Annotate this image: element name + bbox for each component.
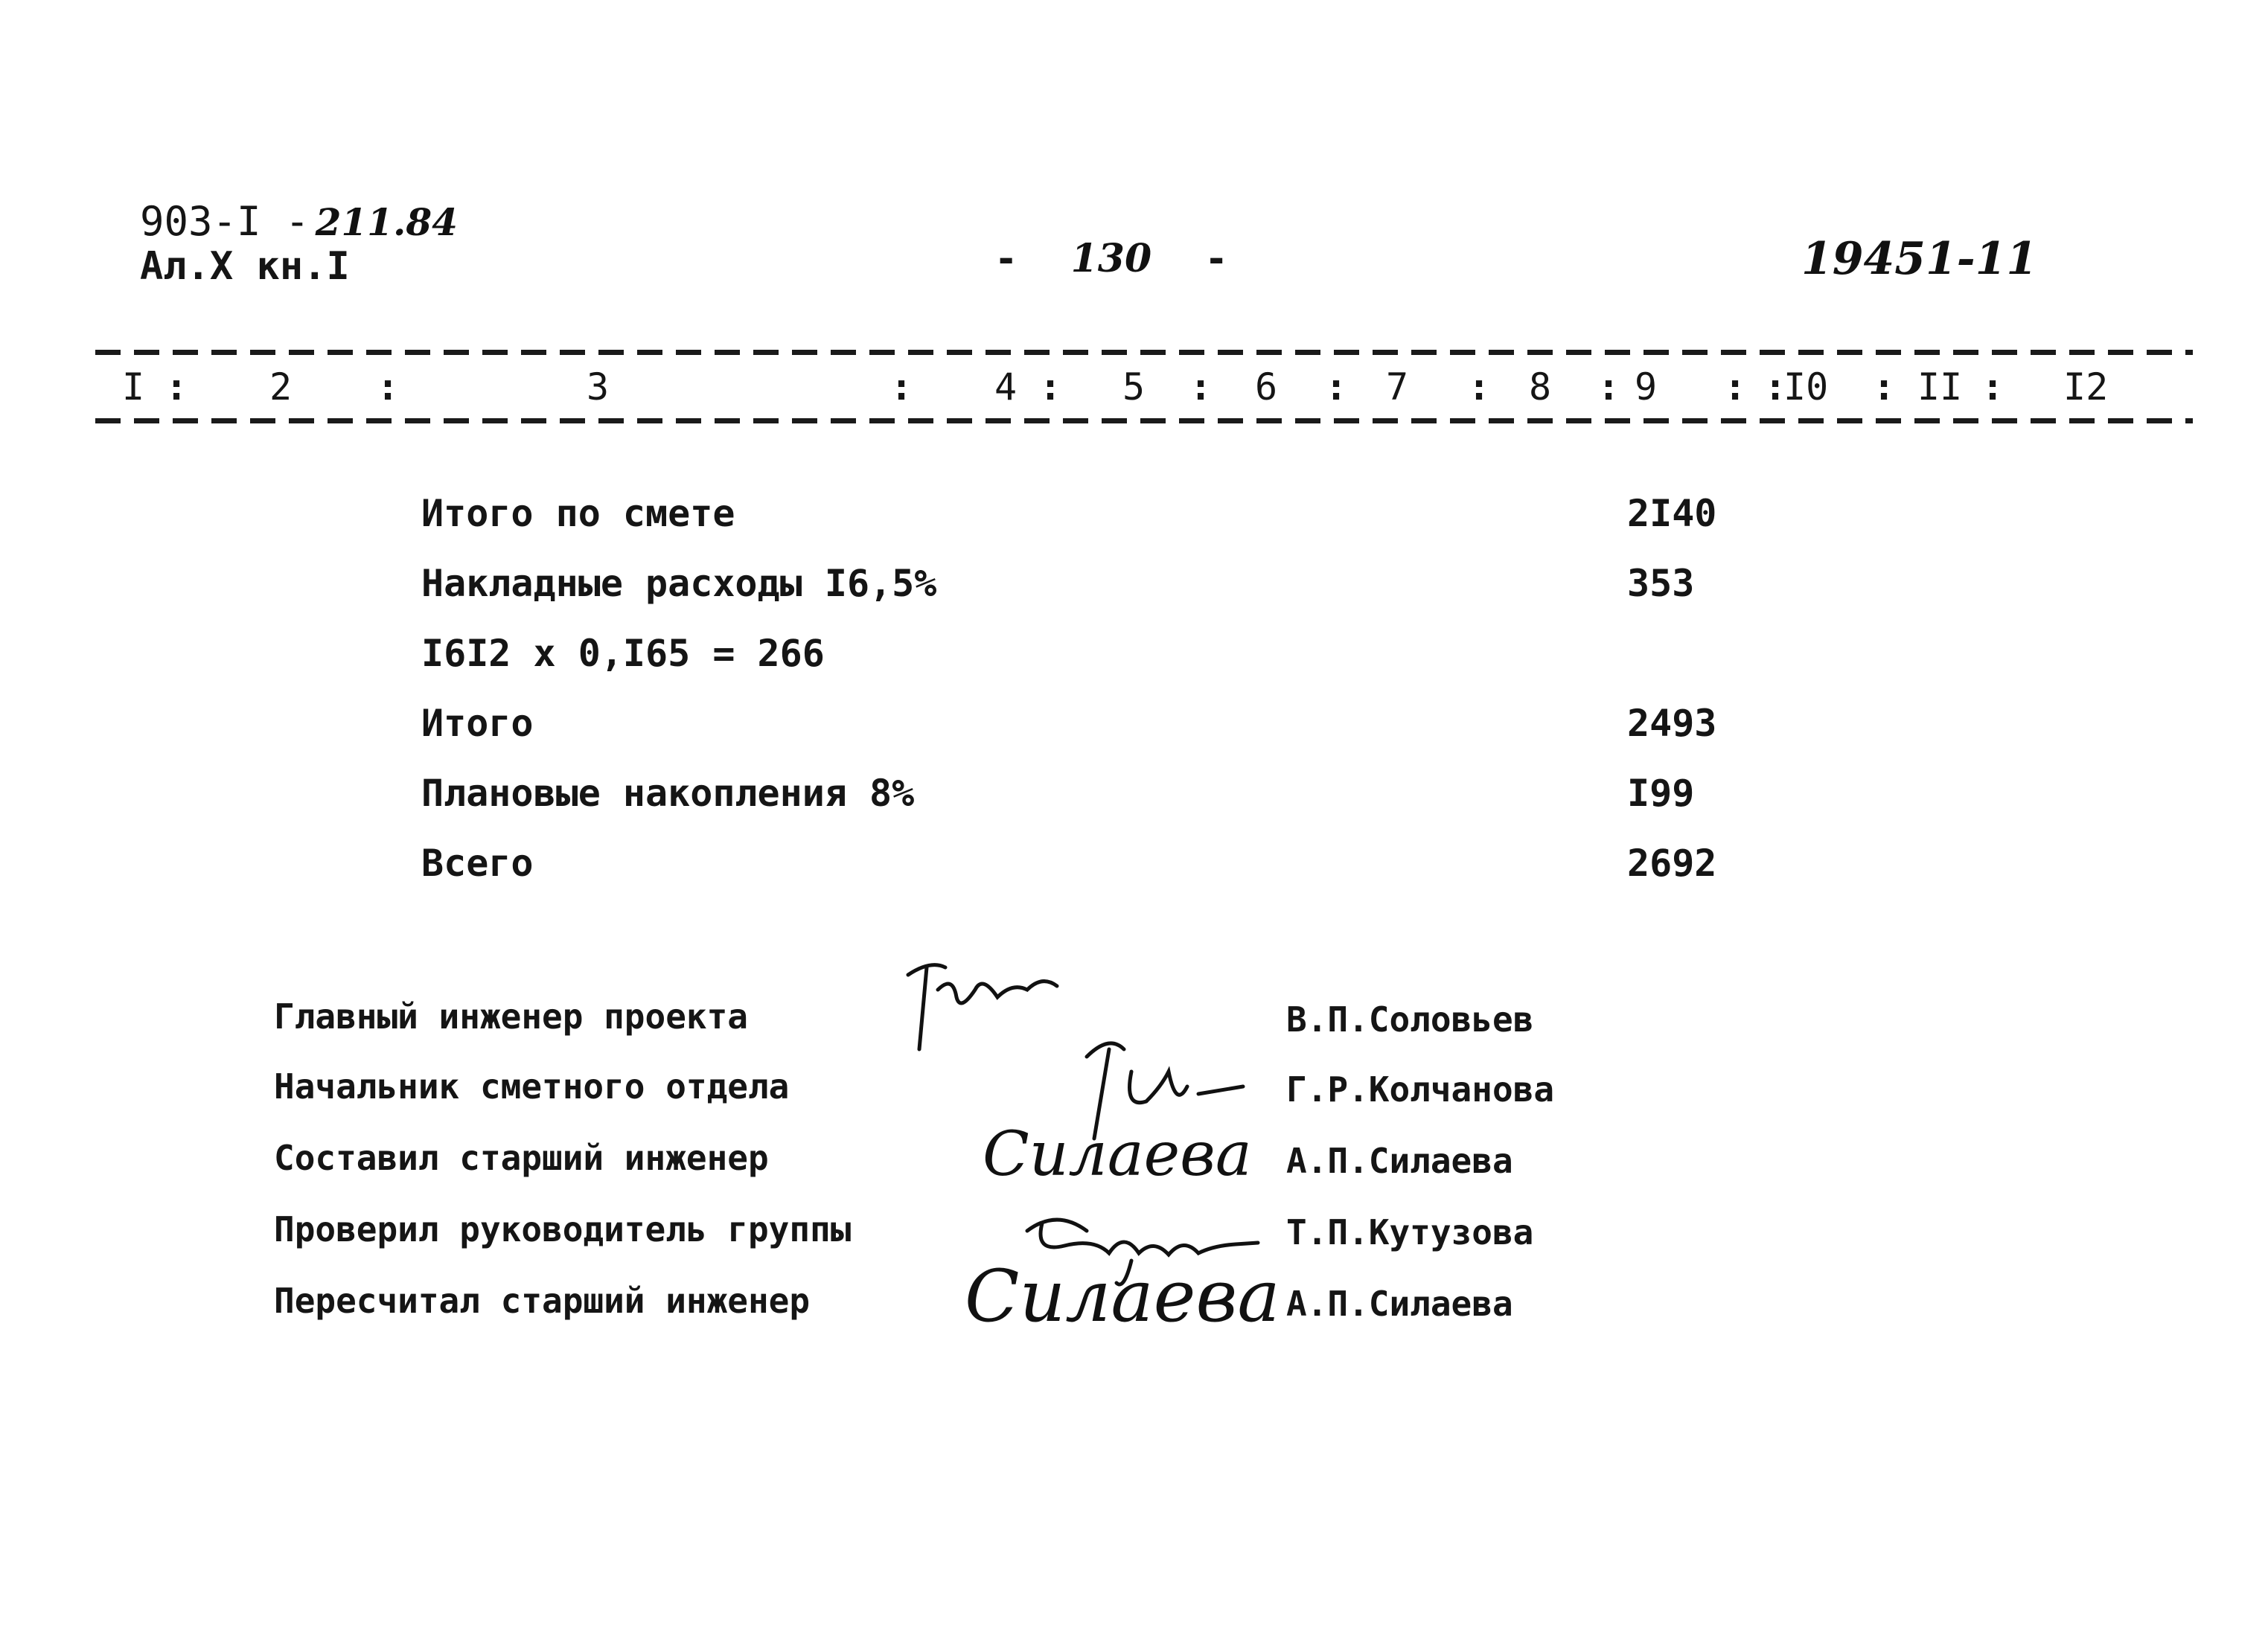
column-separator: : <box>1325 365 1348 409</box>
reference-number: 19451-11 <box>1801 233 2038 285</box>
totals-row-value: I99 <box>1627 772 1695 815</box>
signature-name: В.П.Соловьев <box>1286 999 1534 1040</box>
column-separator: : <box>1468 365 1491 409</box>
signature-name: Т.П.Кутузова <box>1286 1212 1534 1252</box>
table-header-bottom-rule <box>95 418 2193 423</box>
totals-row-label: Всего <box>421 842 534 885</box>
signature-scribble-1 <box>886 945 1079 1064</box>
signature-handwritten-5: Силаева <box>965 1255 1280 1338</box>
column-separator: : <box>1039 365 1062 409</box>
column-separator: : <box>1189 365 1213 409</box>
column-header-8: 8 <box>1529 365 1552 409</box>
column-header-10: I0 <box>1783 365 1829 409</box>
column-separator: : <box>1981 365 2005 409</box>
signature-handwritten-3: Силаева <box>983 1119 1252 1190</box>
page-number <box>994 237 1228 281</box>
totals-row-value: 2692 <box>1627 842 1717 885</box>
column-header-9: 9 <box>1635 365 1658 409</box>
totals-row-value: 2493 <box>1627 702 1717 745</box>
column-header-1: I <box>122 365 145 409</box>
totals-row-label: I6I2 х 0,I65 = 266 <box>421 632 825 675</box>
document-code-printed: 903-I - <box>140 198 310 245</box>
signature-name: А.П.Силаева <box>1286 1141 1513 1181</box>
signature-name: А.П.Силаева <box>1286 1284 1513 1324</box>
column-separator: : <box>890 365 913 409</box>
page-number-dash-right: - <box>1204 237 1228 281</box>
column-header-6: 6 <box>1255 365 1278 409</box>
signature-role: Начальник сметного отдела <box>274 1066 790 1107</box>
column-header-5: 5 <box>1122 365 1146 409</box>
column-header-12: I2 <box>2063 365 2109 409</box>
column-header-11: II <box>1917 365 1963 409</box>
signature-role: Составил старший инженер <box>274 1138 769 1178</box>
column-header-7: 7 <box>1386 365 1409 409</box>
column-header-2: 2 <box>269 365 293 409</box>
totals-row-label: Накладные расходы I6,5% <box>421 562 937 605</box>
totals-row-label: Итого по смете <box>421 492 735 535</box>
signature-role: Проверил руководитель группы <box>274 1209 852 1249</box>
totals-row-label: Плановые накопления 8% <box>421 772 915 815</box>
document-code <box>140 199 458 245</box>
table-header-top-rule <box>95 350 2193 355</box>
column-separator: : <box>165 365 188 409</box>
totals-row-label: Итого <box>421 702 534 745</box>
column-separator: : <box>1764 365 1787 409</box>
column-separator: : <box>1597 365 1620 409</box>
signature-role: Главный инженер проекта <box>274 996 748 1037</box>
totals-row-value: 2I40 <box>1627 492 1717 535</box>
document-code-handwritten: 211.84 <box>315 200 458 244</box>
totals-row-value: 353 <box>1627 562 1695 605</box>
column-separator: : <box>1724 365 1747 409</box>
signature-role: Пересчитал старший инженер <box>274 1281 811 1321</box>
album-label: Ал.X кн.I <box>140 244 350 289</box>
page-number-dash-left: - <box>994 237 1018 281</box>
column-separator: : <box>377 365 400 409</box>
column-header-3: 3 <box>587 365 610 409</box>
signature-name: Г.Р.Колчанова <box>1286 1069 1555 1110</box>
column-header-4: 4 <box>994 365 1018 409</box>
column-separator: : <box>1873 365 1896 409</box>
page-number-value: 130 <box>1070 236 1152 281</box>
